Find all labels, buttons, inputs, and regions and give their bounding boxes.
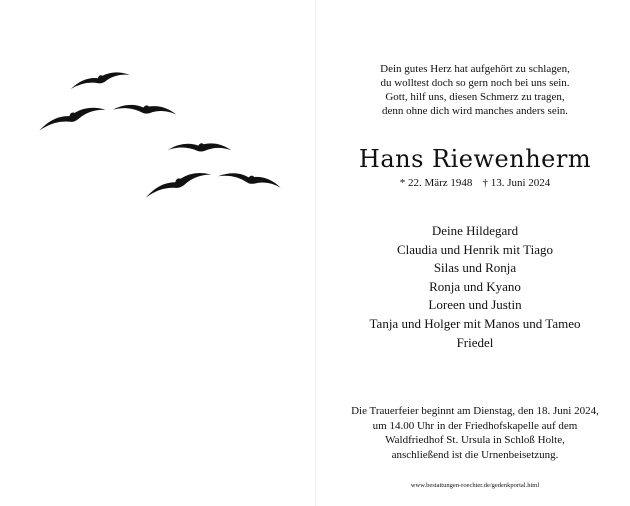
bird-shape [113,97,177,123]
mourner-line: Claudia und Henrik mit Tiago [397,241,553,257]
bird-shape [70,71,131,89]
mourner-line: Silas und Ronja [433,260,517,276]
death-date: † 13. Juni 2024 [482,177,551,189]
poem-line: Dein gutes Herz hat aufgehört zu schlagen, [380,63,570,75]
service-line: um 14.00 Uhr in der Friedhofskapelle auf dem [372,419,578,432]
mourner-line: Loreen und Justin [428,297,522,313]
mourner-line: Tanja und Holger mit Manos und Tameo [369,315,581,331]
memorial-portal-url: www.bestattungen-roechter.de/gedenkportal.html [410,482,540,489]
poem-line: du wolltest doch so gern noch bei uns sein. [380,77,570,89]
service-line: anschließend ist die Urnenbeisetzung. [391,448,559,461]
service-line: Die Trauerfeier beginnt am Dienstag, den 18. Juni 2024, [351,405,599,417]
bird-shape [218,164,282,196]
bird-shape [37,105,107,131]
poem-line: Gott, hilf uns, diesen Schmerz zu tragen, [385,91,565,103]
life-dates [320,176,630,190]
mourner-line: Deine Hildegard [431,223,519,238]
deceased-name: Hans Riewenherm [358,145,592,173]
mourners-list [320,222,630,352]
poem-line: denn ohne dich wird manches anders sein. [381,105,569,117]
page-fold [315,0,316,506]
memorial-poem [320,62,630,118]
bird-shape [143,170,213,198]
service-line: Waldfriedhof St. Ursula in Schloß Holte, [385,434,565,446]
birth-date: * 22. März 1948 [399,177,473,189]
flying-birds-icon [30,62,300,202]
bird-shape [168,137,232,158]
mourner-line: Friedel [456,334,494,350]
funeral-service-info [320,404,630,462]
mourner-line: Ronja und Kyano [429,278,521,294]
obituary-text [320,0,630,506]
